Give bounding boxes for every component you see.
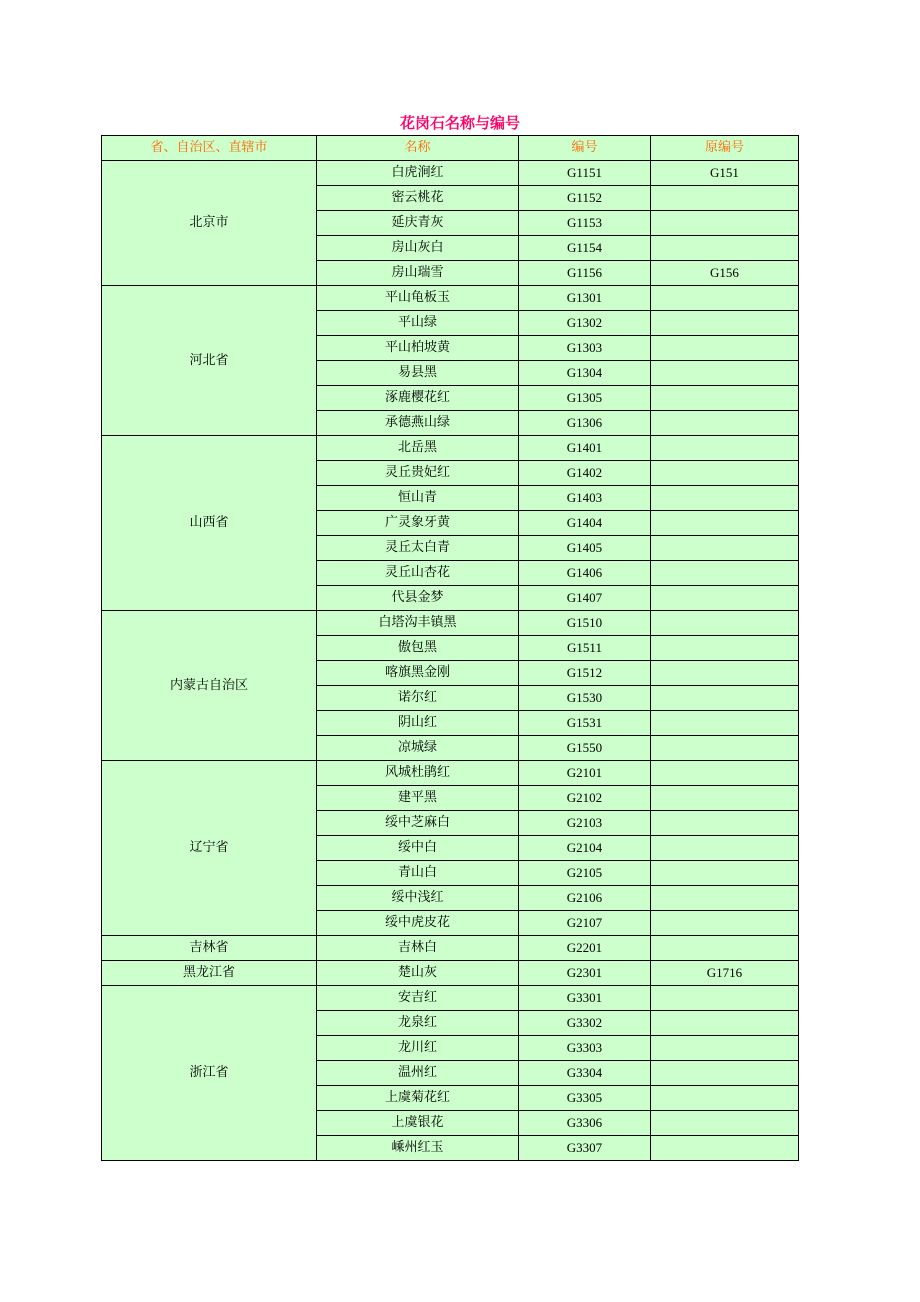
original-code-cell <box>651 1086 799 1111</box>
original-code-cell <box>651 361 799 386</box>
original-code-cell <box>651 1136 799 1161</box>
code-cell: G1530 <box>519 686 651 711</box>
original-code-cell <box>651 536 799 561</box>
granite-table <box>101 135 799 1161</box>
stone-name-cell: 承德燕山绿 <box>317 411 519 436</box>
code-cell: G1407 <box>519 586 651 611</box>
original-code-cell <box>651 786 799 811</box>
stone-name-cell: 阴山红 <box>317 711 519 736</box>
original-code-cell <box>651 711 799 736</box>
original-code-cell <box>651 1061 799 1086</box>
original-code-cell <box>651 811 799 836</box>
code-cell: G3302 <box>519 1011 651 1036</box>
code-cell: G1510 <box>519 611 651 636</box>
province-cell: 浙江省 <box>102 986 317 1161</box>
stone-name-cell: 绥中芝麻白 <box>317 811 519 836</box>
code-cell: G1403 <box>519 486 651 511</box>
code-cell: G2104 <box>519 836 651 861</box>
original-code-cell <box>651 986 799 1011</box>
original-code-cell <box>651 1011 799 1036</box>
stone-name-cell: 安吉红 <box>317 986 519 1011</box>
table-row <box>102 436 799 461</box>
code-cell: G1550 <box>519 736 651 761</box>
stone-name-cell: 凉城绿 <box>317 736 519 761</box>
code-cell: G2105 <box>519 861 651 886</box>
stone-name-cell: 温州红 <box>317 1061 519 1086</box>
original-code-cell <box>651 486 799 511</box>
original-code-cell <box>651 636 799 661</box>
stone-name-cell: 上虞菊花红 <box>317 1086 519 1111</box>
code-cell: G1151 <box>519 161 651 186</box>
stone-name-cell: 房山瑞雪 <box>317 261 519 286</box>
code-cell: G1305 <box>519 386 651 411</box>
stone-name-cell: 易县黑 <box>317 361 519 386</box>
stone-name-cell: 平山绿 <box>317 311 519 336</box>
code-cell: G2201 <box>519 936 651 961</box>
stone-name-cell: 龙泉红 <box>317 1011 519 1036</box>
original-code-cell <box>651 336 799 361</box>
code-cell: G1405 <box>519 536 651 561</box>
original-code-cell <box>651 661 799 686</box>
table-row <box>102 961 799 986</box>
code-cell: G1152 <box>519 186 651 211</box>
table-row <box>102 936 799 961</box>
code-cell: G3305 <box>519 1086 651 1111</box>
original-code-cell <box>651 461 799 486</box>
table-body <box>102 161 799 1161</box>
code-cell: G3301 <box>519 986 651 1011</box>
table-row <box>102 611 799 636</box>
original-code-cell <box>651 1111 799 1136</box>
province-cell: 黑龙江省 <box>102 961 317 986</box>
original-code-cell <box>651 886 799 911</box>
code-cell: G3304 <box>519 1061 651 1086</box>
stone-name-cell: 嵊州红玉 <box>317 1136 519 1161</box>
stone-name-cell: 代县金梦 <box>317 586 519 611</box>
code-cell: G1153 <box>519 211 651 236</box>
original-code-cell <box>651 736 799 761</box>
code-cell: G1156 <box>519 261 651 286</box>
stone-name-cell: 灵丘山杏花 <box>317 561 519 586</box>
original-code-cell <box>651 936 799 961</box>
stone-name-cell: 涿鹿樱花红 <box>317 386 519 411</box>
stone-name-cell: 上虞银花 <box>317 1111 519 1136</box>
code-cell: G2101 <box>519 761 651 786</box>
table-row <box>102 286 799 311</box>
code-cell: G1304 <box>519 361 651 386</box>
code-cell: G1402 <box>519 461 651 486</box>
original-code-cell <box>651 836 799 861</box>
stone-name-cell: 风城杜鹃红 <box>317 761 519 786</box>
code-cell: G1301 <box>519 286 651 311</box>
original-code-cell <box>651 611 799 636</box>
stone-name-cell: 灵丘太白青 <box>317 536 519 561</box>
stone-name-cell: 龙川红 <box>317 1036 519 1061</box>
original-code-cell <box>651 686 799 711</box>
original-code-cell <box>651 311 799 336</box>
code-cell: G2107 <box>519 911 651 936</box>
stone-name-cell: 吉林白 <box>317 936 519 961</box>
stone-name-cell: 延庆青灰 <box>317 211 519 236</box>
original-code-cell <box>651 411 799 436</box>
stone-name-cell: 楚山灰 <box>317 961 519 986</box>
original-code-cell <box>651 1036 799 1061</box>
stone-name-cell: 诺尔红 <box>317 686 519 711</box>
province-cell: 内蒙古自治区 <box>102 611 317 761</box>
code-cell: G2301 <box>519 961 651 986</box>
original-code-cell <box>651 386 799 411</box>
original-code-cell <box>651 286 799 311</box>
code-cell: G3307 <box>519 1136 651 1161</box>
original-code-cell <box>651 186 799 211</box>
stone-name-cell: 白塔沟丰镇黑 <box>317 611 519 636</box>
stone-name-cell: 恒山青 <box>317 486 519 511</box>
stone-name-cell: 广灵象牙黄 <box>317 511 519 536</box>
code-cell: G1401 <box>519 436 651 461</box>
stone-name-cell: 建平黑 <box>317 786 519 811</box>
code-cell: G1302 <box>519 311 651 336</box>
stone-name-cell: 绥中白 <box>317 836 519 861</box>
code-cell: G1531 <box>519 711 651 736</box>
code-cell: G2102 <box>519 786 651 811</box>
code-cell: G1512 <box>519 661 651 686</box>
original-code-cell: G151 <box>651 161 799 186</box>
code-cell: G3306 <box>519 1111 651 1136</box>
stone-name-cell: 平山柏坡黄 <box>317 336 519 361</box>
original-code-cell <box>651 211 799 236</box>
original-code-cell <box>651 236 799 261</box>
code-cell: G3303 <box>519 1036 651 1061</box>
stone-name-cell: 青山白 <box>317 861 519 886</box>
code-cell: G1511 <box>519 636 651 661</box>
stone-name-cell: 房山灰白 <box>317 236 519 261</box>
stone-name-cell: 平山龟板玉 <box>317 286 519 311</box>
code-cell: G2103 <box>519 811 651 836</box>
page-title: 花岗石名称与编号 <box>399 114 520 132</box>
table-row <box>102 761 799 786</box>
code-cell: G2106 <box>519 886 651 911</box>
stone-name-cell: 白虎涧红 <box>317 161 519 186</box>
code-cell: G1404 <box>519 511 651 536</box>
province-cell: 辽宁省 <box>102 761 317 936</box>
header-province: 省、自治区、直辖市 <box>102 136 317 161</box>
province-cell: 吉林省 <box>102 936 317 961</box>
province-cell: 河北省 <box>102 286 317 436</box>
stone-name-cell: 绥中虎皮花 <box>317 911 519 936</box>
stone-name-cell: 密云桃花 <box>317 186 519 211</box>
province-cell: 北京市 <box>102 161 317 286</box>
code-cell: G1406 <box>519 561 651 586</box>
table-row <box>102 986 799 1011</box>
stone-name-cell: 绥中浅红 <box>317 886 519 911</box>
stone-name-cell: 灵丘贵妃红 <box>317 461 519 486</box>
code-cell: G1303 <box>519 336 651 361</box>
header-code: 编号 <box>519 136 651 161</box>
header-name: 名称 <box>317 136 519 161</box>
stone-name-cell: 喀旗黑金刚 <box>317 661 519 686</box>
code-cell: G1306 <box>519 411 651 436</box>
original-code-cell <box>651 861 799 886</box>
stone-name-cell: 傲包黑 <box>317 636 519 661</box>
header-row <box>102 136 799 161</box>
province-cell: 山西省 <box>102 436 317 611</box>
original-code-cell <box>651 911 799 936</box>
original-code-cell: G1716 <box>651 961 799 986</box>
original-code-cell <box>651 436 799 461</box>
original-code-cell <box>651 511 799 536</box>
header-original-code: 原编号 <box>651 136 799 161</box>
original-code-cell <box>651 586 799 611</box>
stone-name-cell: 北岳黑 <box>317 436 519 461</box>
code-cell: G1154 <box>519 236 651 261</box>
original-code-cell <box>651 761 799 786</box>
table-row <box>102 161 799 186</box>
original-code-cell <box>651 561 799 586</box>
original-code-cell: G156 <box>651 261 799 286</box>
